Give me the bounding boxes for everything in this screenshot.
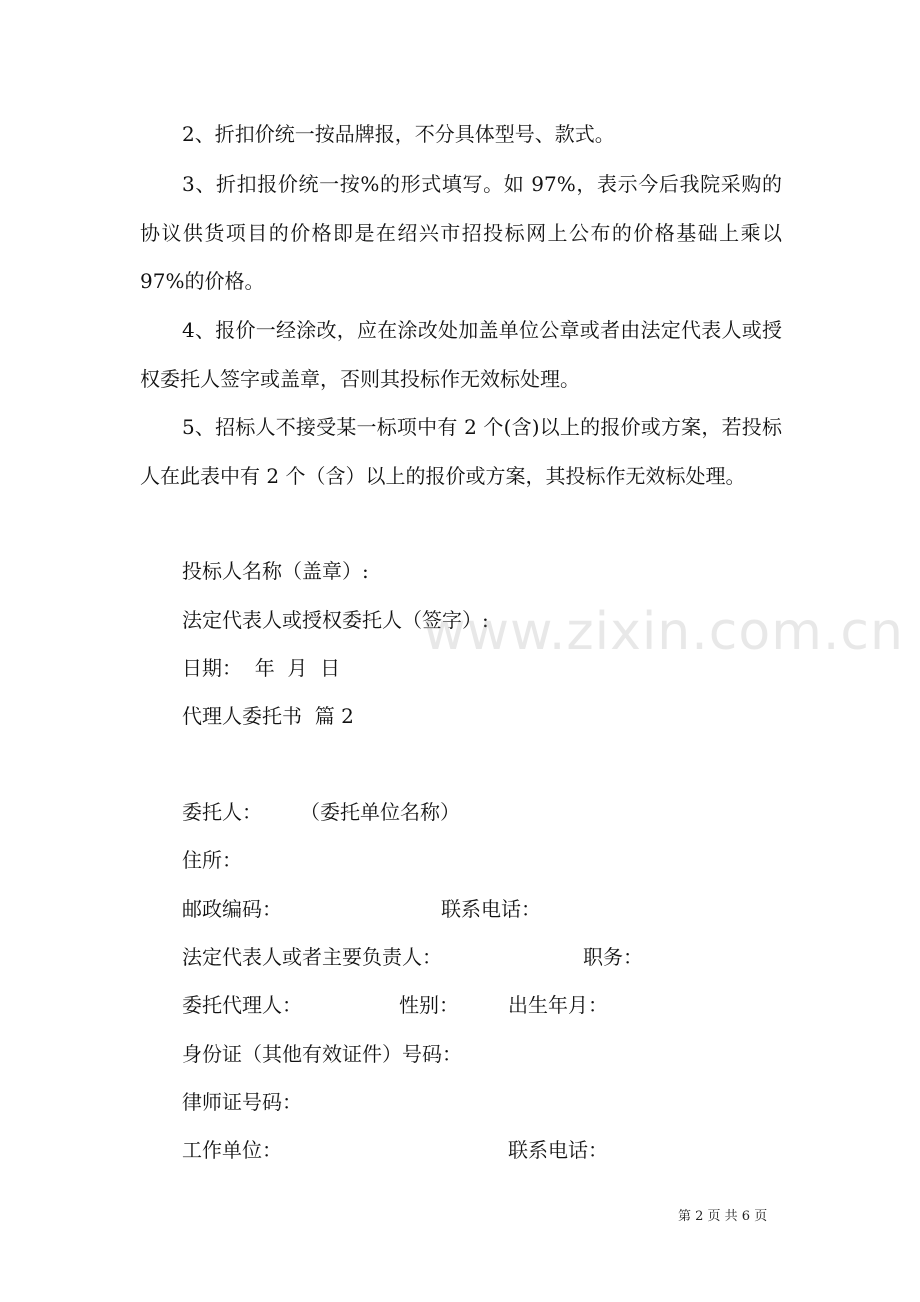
address-label: 住所： <box>182 848 242 872</box>
legal-rep-signature-label: 法定代表人或授权委托人（签字）: <box>182 608 489 632</box>
position-label: 职务： <box>583 945 643 969</box>
agent-label: 委托代理人： <box>182 993 302 1017</box>
contact-phone-label-2: 联系电话： <box>508 1138 608 1162</box>
lawyer-certificate-label: 律师证号码： <box>182 1090 302 1114</box>
principal-value: （委托单位名称） <box>300 800 460 824</box>
paragraph-item-5: 5、招标人不接受某一标项中有 2 个(含)以上的报价或方案，若投标人在此表中有 2 个（含）以上的报价或方案，其投标作无效标处理。 <box>140 415 782 488</box>
section-title: 代理人委托书 篇 2 <box>182 704 354 728</box>
contact-phone-label: 联系电话： <box>441 897 541 921</box>
birth-date-label: 出生年月： <box>508 993 608 1017</box>
page-number-footer: 第 2 页 共 6 页 <box>678 1209 768 1224</box>
paragraph-item-2: 2、折扣价统一按品牌报，不分具体型号、款式。 <box>182 122 615 146</box>
paragraph-item-3: 3、折扣报价统一按%的形式填写。如 97%，表示今后我院采购的协议供货项目的价格即是在绍兴市招投标网上公布的价格基础上乘以 97%的价格。 <box>140 172 782 293</box>
watermark: www.zixin.com.cn <box>423 602 904 662</box>
bidder-name-label: 投标人名称（盖章）: <box>182 559 369 583</box>
work-unit-label: 工作单位： <box>182 1138 282 1162</box>
postcode-label: 邮政编码： <box>182 897 282 921</box>
gender-label: 性别： <box>399 993 459 1017</box>
id-number-label: 身份证（其他有效证件）号码： <box>182 1042 462 1066</box>
date-line: 日期： 年 月 日 <box>182 656 341 680</box>
paragraph-item-4: 4、报价一经涂改，应在涂改处加盖单位公章或者由法定代表人或授权委托人签字或盖章，否则其投标作无效标处理。 <box>140 318 782 391</box>
legal-representative-label: 法定代表人或者主要负责人： <box>182 945 442 969</box>
principal-label: 委托人： <box>182 800 262 824</box>
